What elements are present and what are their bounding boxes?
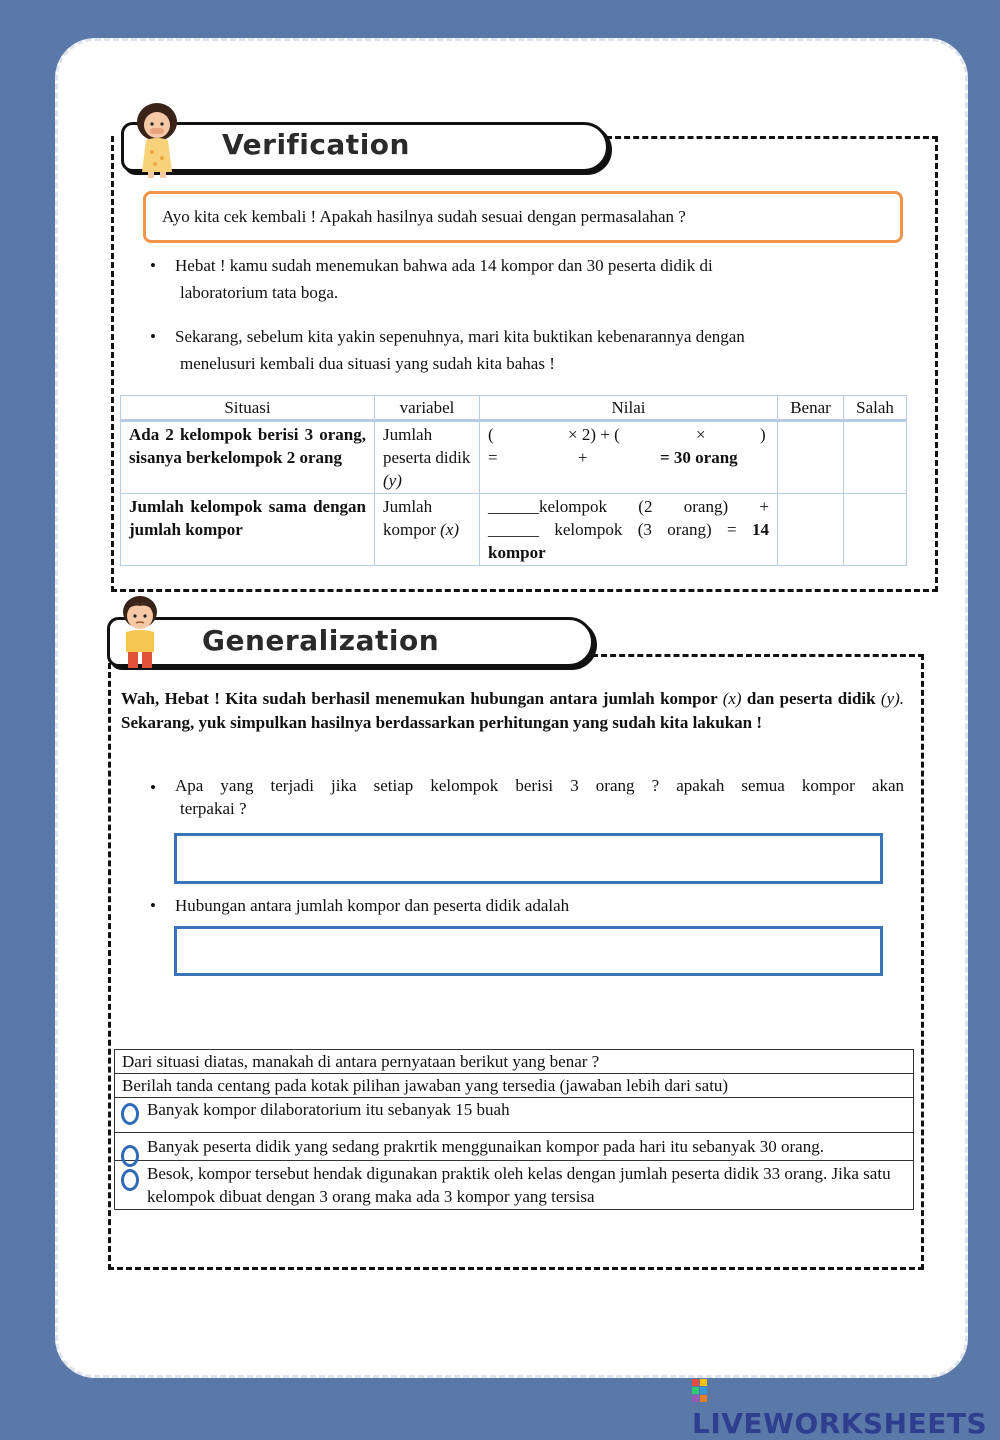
option-row[interactable] xyxy=(115,1098,914,1133)
column-header: Nilai xyxy=(480,396,778,421)
generalization-top-border xyxy=(592,654,924,657)
situation-cell: Jumlah kelompok sama dengan jumlah kompor xyxy=(121,494,375,566)
liveworksheets-logo[interactable] xyxy=(692,1374,1000,1440)
answer-input-2[interactable] xyxy=(174,926,883,976)
variable-label: Jumlah kompor xyxy=(383,497,436,539)
benar-checkbox-cell[interactable] xyxy=(778,421,844,494)
bullet-text: menelusuri kembali dua situasi yang sudah kita bahas ! xyxy=(180,354,555,373)
bullet-dot-icon: • xyxy=(150,778,156,797)
intro-text: Sekarang, yuk simpulkan hasilnya berdassarkan perhitungan yang sudah kita lakukan ! xyxy=(121,712,763,732)
option-label: Banyak kompor dilaboratorium itu sebanyak 15 buah xyxy=(147,1100,510,1119)
column-header: Salah xyxy=(844,396,907,421)
intro-symbol-y: (y). xyxy=(880,689,905,708)
verification-title: Verification xyxy=(222,128,410,161)
value-text: ______kelompok (2 orang) + xyxy=(488,497,769,516)
option-cell[interactable] xyxy=(115,1098,914,1133)
bullet-text: terpakai ? xyxy=(180,799,247,818)
bullet-dot-icon: • xyxy=(150,327,156,346)
situation-cell: Ada 2 kelompok berisi 3 orang, sisanya berkelompok 2 orang xyxy=(121,421,375,494)
bullet-text: Hubungan antara jumlah kompor dan peserta didik adalah xyxy=(175,896,570,915)
option-row[interactable] xyxy=(115,1133,914,1161)
bullet-text: Hebat ! kamu sudah menemukan bahwa ada 14 kompor dan 30 peserta didik di xyxy=(175,256,713,275)
value-text: + xyxy=(578,448,588,467)
option-label: Banyak peserta didik yang sedang prakrtik menggunaikan kompor pada hari itu sebanyak 30 orang. xyxy=(147,1137,824,1156)
multiple-choice-table xyxy=(114,1049,914,1210)
bullet-text: laboratorium tata boga. xyxy=(180,283,339,302)
intro-text: Wah, Hebat ! Kita sudah berhasil menemukan hubungan antara jumlah kompor xyxy=(121,689,718,708)
radio-option-icon[interactable] xyxy=(121,1103,139,1125)
value-text: = 30 orang xyxy=(660,448,738,467)
bullet-text: Sekarang, sebelum kita yakin sepenuhnya, mari kita buktikan kebenarannya dengan xyxy=(175,327,745,346)
value-text: = xyxy=(488,448,498,467)
option-cell[interactable] xyxy=(115,1133,914,1161)
boy-mascot-icon xyxy=(112,592,168,672)
option-label: Besok, kompor tersebut hendak digunakan praktik oleh kelas dengan jumlah peserta didik 33 orang. Jika satu kelompok dibuat dengan 3 orang maka ada 3 kompor yang tersisa xyxy=(147,1164,891,1206)
instruction-text: Berilah tanda centang pada kotak pilihan jawaban yang tersedia (jawaban lebih dari satu) xyxy=(115,1074,914,1098)
brand-logo-icon xyxy=(692,1379,714,1403)
girl-mascot-icon xyxy=(128,100,186,178)
variable-label: Jumlah peserta didik xyxy=(383,425,471,467)
column-header: variabel xyxy=(375,396,480,421)
option-cell[interactable] xyxy=(115,1161,914,1210)
generalization-intro xyxy=(121,687,904,734)
bullet-dot-icon: • xyxy=(150,896,156,915)
verification-top-border xyxy=(606,136,938,139)
option-row[interactable] xyxy=(115,1161,914,1210)
value-cell xyxy=(480,494,778,566)
brand-name: LIVEWORKSHEETS xyxy=(692,1407,988,1440)
variable-symbol: (y) xyxy=(383,471,402,490)
value-text: kompor xyxy=(488,543,546,562)
verification-prompt: Ayo kita cek kembali ! Apakah hasilnya sudah sesuai dengan permasalahan ? xyxy=(143,191,903,243)
bullet-dot-icon: • xyxy=(150,256,156,275)
table-row xyxy=(121,421,907,494)
intro-text: dan peserta didik xyxy=(746,689,876,708)
intro-symbol-x: (x) xyxy=(722,689,742,708)
answer-input-1[interactable] xyxy=(174,833,883,884)
verification-table xyxy=(120,395,907,566)
column-header: Situasi xyxy=(121,396,375,421)
value-text: × xyxy=(696,425,706,444)
variable-cell xyxy=(375,494,480,566)
table-header-row xyxy=(121,396,907,421)
value-text: ( xyxy=(488,425,494,444)
radio-option-icon[interactable] xyxy=(121,1169,139,1191)
value-text: ______ kelompok (3 orang) = xyxy=(488,520,737,539)
variable-symbol: (x) xyxy=(440,520,460,539)
salah-checkbox-cell[interactable] xyxy=(844,494,907,566)
table-row xyxy=(121,494,907,566)
column-header: Benar xyxy=(778,396,844,421)
bullet-text: Apa yang terjadi jika setiap kelompok berisi 3 orang ? apakah semua kompor akan xyxy=(175,776,904,795)
benar-checkbox-cell[interactable] xyxy=(778,494,844,566)
value-text: ) xyxy=(760,425,766,444)
question-text: Dari situasi diatas, manakah di antara pernyataan berikut yang benar ? xyxy=(115,1050,914,1074)
value-cell xyxy=(480,421,778,494)
table-row xyxy=(115,1050,914,1074)
value-text: 14 xyxy=(752,520,770,539)
table-row xyxy=(115,1074,914,1098)
generalization-title: Generalization xyxy=(202,624,440,657)
variable-cell xyxy=(375,421,480,494)
salah-checkbox-cell[interactable] xyxy=(844,421,907,494)
value-text: × 2) + ( xyxy=(568,425,620,444)
